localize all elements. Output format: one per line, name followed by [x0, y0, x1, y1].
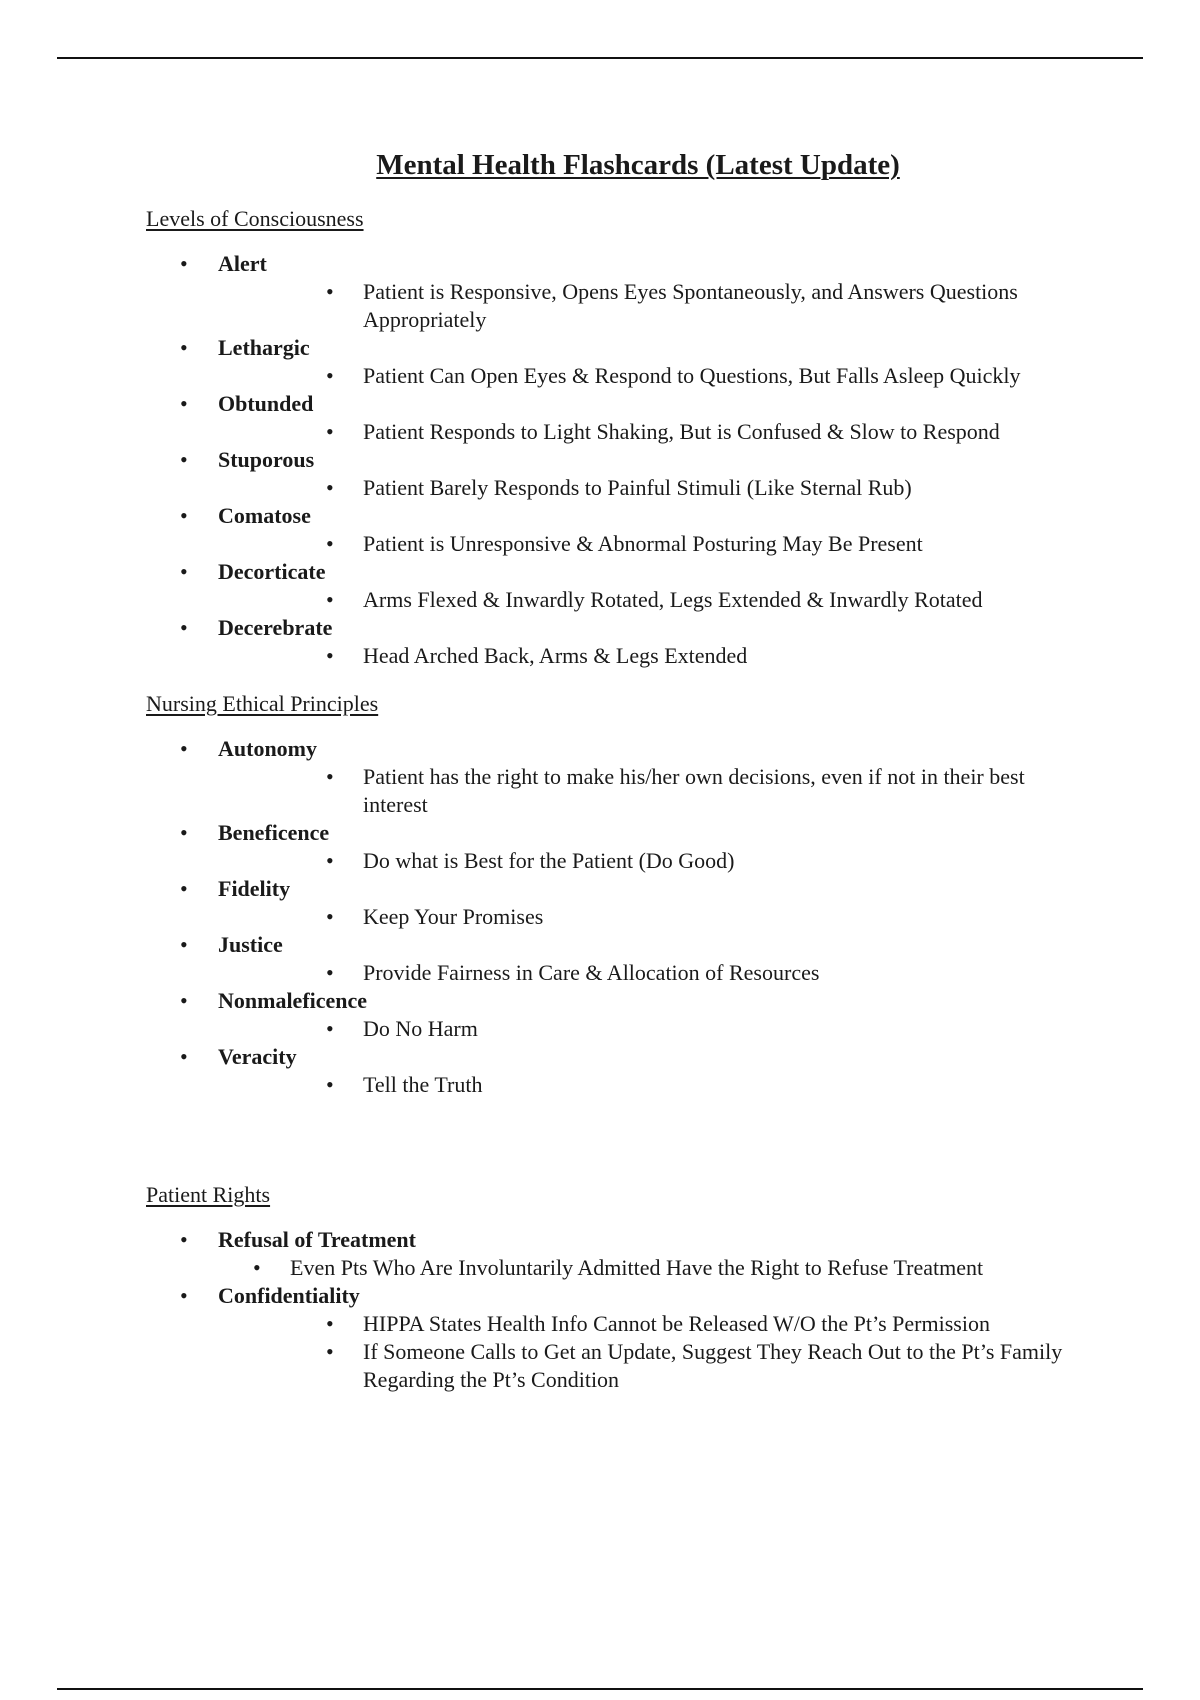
section-nursing-ethical-principles	[146, 690, 1096, 1099]
term-detail: • If Someone Calls to Get an Update, Suggest They Reach Out to the Pt’s Family Regarding the Pt’s Condition	[146, 1338, 1096, 1394]
section-levels-of-consciousness	[146, 205, 1096, 670]
term-item: • Justice	[146, 931, 1096, 959]
term-item: • Veracity	[146, 1043, 1096, 1071]
top-rule	[57, 57, 1143, 59]
term-detail: • Patient Responds to Light Shaking, But is Confused & Slow to Respond	[146, 418, 1096, 446]
term-detail: • Patient Barely Responds to Painful Stimuli (Like Sternal Rub)	[146, 474, 1096, 502]
term-item: • Nonmaleficence	[146, 987, 1096, 1015]
term-item: • Refusal of Treatment	[146, 1226, 1096, 1254]
term-detail: • Patient Can Open Eyes & Respond to Questions, But Falls Asleep Quickly	[146, 362, 1096, 390]
term-detail: • Head Arched Back, Arms & Legs Extended	[146, 642, 1096, 670]
section-patient-rights	[146, 1181, 1096, 1394]
section-heading: Levels of Consciousness	[146, 206, 364, 231]
section-heading: Nursing Ethical Principles	[146, 691, 379, 716]
term-detail: • Patient is Unresponsive & Abnormal Posturing May Be Present	[146, 530, 1096, 558]
term-item: • Stuporous	[146, 446, 1096, 474]
term-detail: • Keep Your Promises	[146, 903, 1096, 931]
term-item: • Autonomy	[146, 735, 1096, 763]
term-detail: • Patient is Responsive, Opens Eyes Spontaneously, and Answers Questions Appropriately	[146, 278, 1096, 334]
term-item: • Beneficence	[146, 819, 1096, 847]
term-detail: • Arms Flexed & Inwardly Rotated, Legs Extended & Inwardly Rotated	[146, 586, 1096, 614]
term-detail: • Do No Harm	[146, 1015, 1096, 1043]
term-item: • Decerebrate	[146, 614, 1096, 642]
document-body	[146, 145, 1096, 1394]
term-detail: • HIPPA States Health Info Cannot be Released W/O the Pt’s Permission	[146, 1310, 1096, 1338]
document-title: Mental Health Flashcards (Latest Update)	[376, 149, 900, 181]
term-detail: • Do what is Best for the Patient (Do Good)	[146, 847, 1096, 875]
term-item: • Confidentiality	[146, 1282, 1096, 1310]
term-detail: • Even Pts Who Are Involuntarily Admitted Have the Right to Refuse Treatment	[146, 1254, 1096, 1282]
term-item: • Comatose	[146, 502, 1096, 530]
bottom-rule	[57, 1688, 1143, 1690]
term-detail: • Provide Fairness in Care & Allocation of Resources	[146, 959, 1096, 987]
term-detail: • Tell the Truth	[146, 1071, 1096, 1099]
term-detail: • Patient has the right to make his/her own decisions, even if not in their best interest	[146, 763, 1096, 819]
term-item: • Alert	[146, 250, 1096, 278]
term-item: • Fidelity	[146, 875, 1096, 903]
term-item: • Lethargic	[146, 334, 1096, 362]
section-heading: Patient Rights	[146, 1182, 271, 1207]
term-item: • Decorticate	[146, 558, 1096, 586]
term-item: • Obtunded	[146, 390, 1096, 418]
